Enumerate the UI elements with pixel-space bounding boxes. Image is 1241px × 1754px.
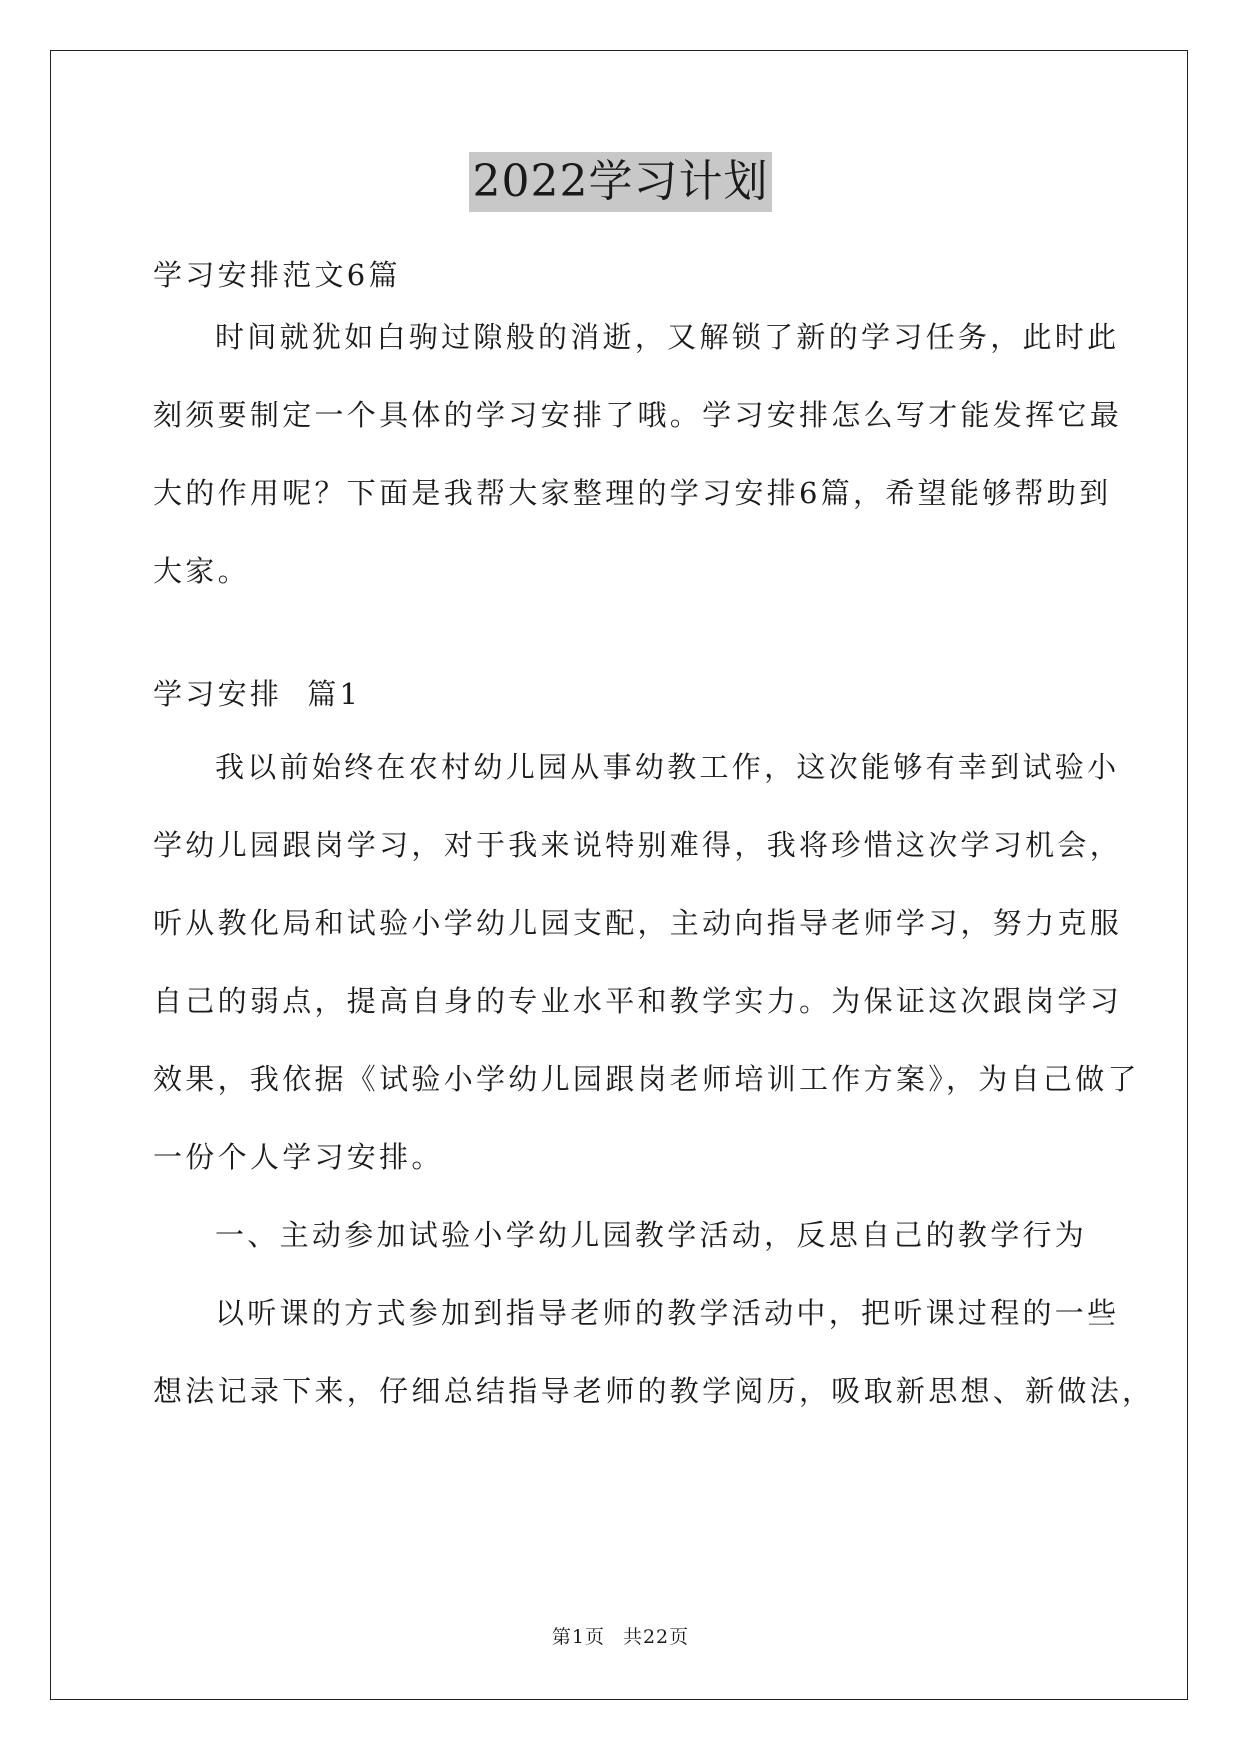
point-one-block xyxy=(153,1196,1155,1430)
point-one-line: 想法记录下来，仔细总结指导老师的教学阅历，吸取新思想、新做法， xyxy=(153,1374,1155,1408)
section-heading-block xyxy=(153,655,1093,733)
intro-line: 时间就犹如白驹过隙般的消逝，又解锁了新的学习任务，此时此 xyxy=(215,320,1120,354)
section-line: 我以前始终在农村幼儿园从事幼教工作，这次能够有幸到试验小 xyxy=(215,750,1120,784)
page-footer xyxy=(0,1624,1241,1650)
document-subtitle: 学习安排范文6篇 xyxy=(153,258,401,292)
page-total: 共22页 xyxy=(622,1626,690,1648)
section-line: 效果，我依据《试验小学幼儿园跟岗老师培训工作方案》，为自己做了 xyxy=(153,1062,1140,1096)
section-line: 学幼儿园跟岗学习，对于我来说特别难得，我将珍惜这次学习机会， xyxy=(153,828,1123,862)
section-line: 听从教化局和试验小学幼儿园支配，主动向指导老师学习，努力克服 xyxy=(153,906,1123,940)
intro-line: 大的作用呢？下面是我帮大家整理的学习安排6篇，希望能够帮助到 xyxy=(153,476,1112,510)
section-heading: 学习安排 篇1 xyxy=(153,677,362,711)
intro-line: 大家。 xyxy=(153,554,250,588)
title-container xyxy=(0,152,1241,212)
intro-paragraph xyxy=(153,298,1123,610)
page-number: 第1页 xyxy=(551,1626,605,1648)
document-title: 2022学习计划 xyxy=(469,152,773,212)
point-one-heading: 一、主动参加试验小学幼儿园教学活动，反思自己的教学行为 xyxy=(215,1218,1088,1252)
point-one-line: 以听课的方式参加到指导老师的教学活动中，把听课过程的一些 xyxy=(215,1296,1120,1330)
section-line: 一份个人学习安排。 xyxy=(153,1140,444,1174)
section-paragraph xyxy=(153,728,1140,1196)
section-line: 自己的弱点，提高自身的专业水平和教学实力。为保证这次跟岗学习 xyxy=(153,984,1123,1018)
intro-line: 刻须要制定一个具体的学习安排了哦。学习安排怎么写才能发挥它最 xyxy=(153,398,1123,432)
